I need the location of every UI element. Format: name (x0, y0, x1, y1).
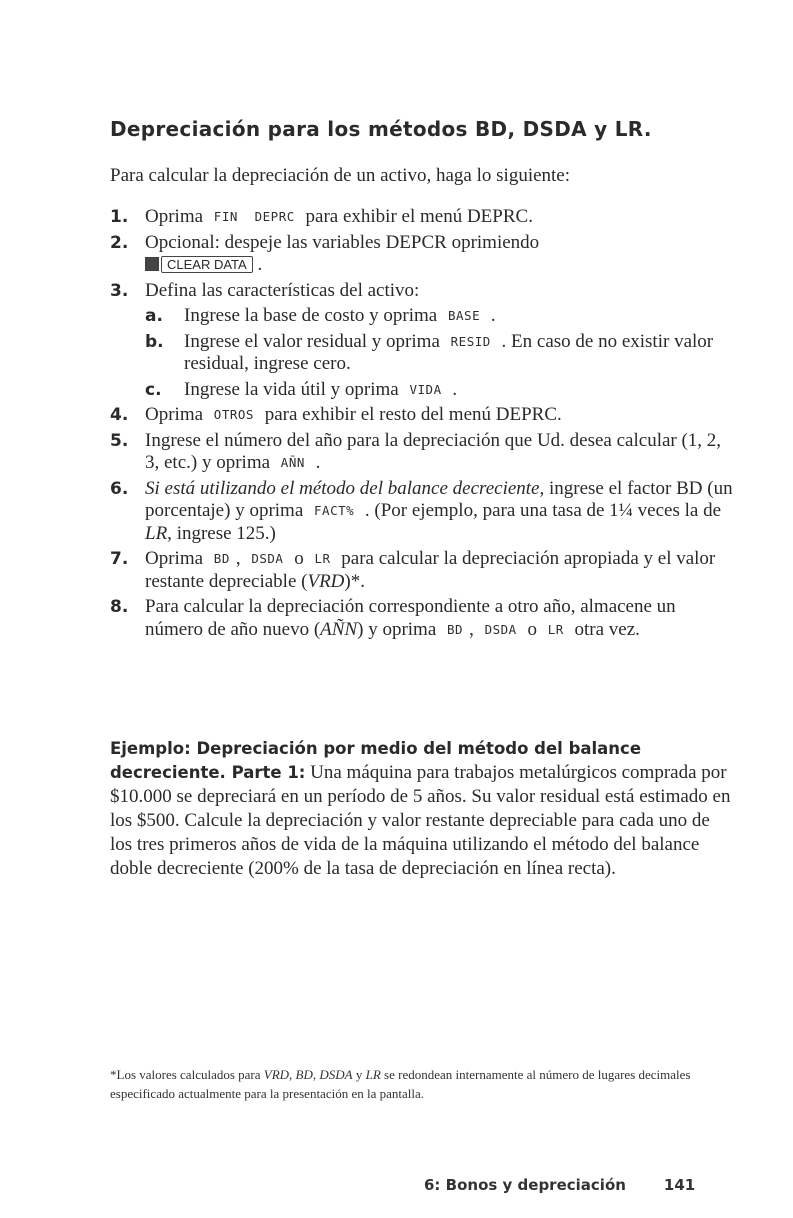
step-text: otra vez. (574, 618, 640, 640)
step-text: Oprima (145, 548, 204, 569)
step-text: )*. (344, 570, 365, 592)
bd-key: BD (447, 621, 464, 637)
step-number: 2. (110, 232, 129, 253)
separator: , (235, 548, 241, 569)
steps-list (110, 206, 735, 644)
chapter-title: 6: Bonos y depreciación (424, 1176, 626, 1194)
vida-key: VIDA (409, 381, 442, 397)
footnote-text: y (355, 1067, 363, 1082)
step-number: 4. (110, 405, 129, 425)
deprc-key: DEPRC (254, 209, 295, 224)
intro-text: Para calcular la depreciación de un activo, haga lo siguiente: (110, 165, 571, 186)
example-body: Una máquina para trabajos metalúrgicos comprada por $10.000 se depreciará en un período de 5 años. Su valor residual está estimado en los $500. Calcule la depreciación y valor restante depreciable para cada uno de los tres primeros años de vida de la máquina utilizando el método del balance doble decreciente (200% de la tasa de depreciación en línea recta). (110, 762, 731, 879)
step-number: 7. (110, 549, 129, 569)
clear-data-key: CLEAR DATA (161, 256, 253, 273)
base-key: BASE (448, 308, 481, 323)
fin-key: FIN (213, 209, 238, 224)
step-text: ingrese 125.) (176, 522, 276, 544)
page-number: 141 (663, 1176, 696, 1194)
step-number: 8. (110, 597, 129, 617)
step-text: . (257, 254, 263, 275)
ann-key: AÑN (280, 455, 305, 470)
step-number: 3. (110, 280, 129, 301)
substep-c (145, 379, 735, 402)
substep-text: Ingrese la vida útil y oprima (184, 378, 399, 400)
shift-key-icon (145, 257, 159, 271)
step-text: . (Por ejemplo, para una tasa de 1¼ veces la de (364, 500, 722, 521)
footnote-text: LR (365, 1067, 381, 1082)
substep-text: . (452, 378, 458, 400)
step-1 (110, 206, 735, 229)
step-text: ingrese el factor BD (un porcentaje) y oprima (145, 477, 733, 521)
section-title: Depreciación para los métodos BD, DSDA y LR. (110, 117, 652, 141)
step-3 (110, 280, 735, 402)
step-text: LR, (145, 522, 172, 544)
substep-letter: c. (145, 379, 162, 400)
resid-key: RESID (450, 333, 491, 349)
fact-key: FACT% (314, 503, 355, 518)
footnote-text: *Los valores calculados para (110, 1067, 261, 1082)
step-text: para exhibir el resto del menú DEPRC. (264, 404, 562, 425)
step-5 (110, 430, 735, 475)
substep-text: . (490, 305, 496, 326)
step-8 (110, 596, 735, 641)
step-6 (110, 478, 735, 546)
step-text: VRD (307, 570, 345, 592)
example-paragraph (110, 737, 732, 881)
step-number: 5. (110, 430, 129, 451)
separator: , (469, 618, 474, 640)
step-text: Si está utilizando el método del balance decreciente, (145, 477, 545, 499)
bd-key: BD (213, 551, 230, 566)
step-text: ) y oprima (357, 618, 437, 640)
step-number: 6. (110, 478, 129, 499)
step-7 (110, 548, 735, 593)
step-text: AÑN (320, 618, 358, 640)
substep-text: Ingrese la base de costo y oprima (184, 305, 438, 326)
substep-b (145, 331, 735, 376)
lr-key: LR (547, 621, 564, 637)
substep-letter: b. (145, 331, 164, 352)
footnote (110, 1065, 710, 1103)
step-text: Oprima (145, 206, 204, 227)
page-footer (424, 1176, 695, 1194)
example-heading: Ejemplo: Depreciación por medio del método del balance decreciente. Parte 1: (110, 739, 642, 782)
otros-key: OTROS (213, 407, 254, 422)
substep-text: Ingrese el valor residual y oprima (184, 330, 440, 352)
separator: o (527, 618, 537, 640)
dsda-key: DSDA (484, 621, 517, 637)
step-text: para calcular la depreciación apropiada y el valor restante depreciable ( (145, 548, 716, 592)
footnote-text: VRD, BD, DSDA (263, 1067, 353, 1082)
step-text: para exhibir el menú DEPRC. (305, 206, 533, 227)
footnote-text: se redondean internamente al número de lugares decimales especificado actualmente para la presentación en la pantalla. (110, 1067, 691, 1101)
step-text: Oprima (145, 404, 204, 425)
step-text: Para calcular la depreciación correspondiente a otro año, almacene un número de año nuevo ( (145, 596, 676, 640)
substep-a (145, 305, 735, 328)
step-number: 1. (110, 207, 129, 227)
step-text: . (315, 452, 321, 473)
step-text: Defina las características del activo: (145, 279, 420, 301)
step-text: Ingrese el número del año para la depreciación que Ud. desea calcular (1, 2, 3, etc.) y oprima (145, 429, 722, 473)
step-2 (110, 232, 735, 277)
step-text: Opcional: despeje las variables DEPCR oprimiendo (145, 231, 540, 253)
substep-text: . En caso de no existir valor residual, ingrese cero. (184, 330, 714, 374)
step-4 (110, 404, 735, 427)
lr-key: LR (314, 551, 331, 566)
dsda-key: DSDA (251, 551, 284, 566)
substep-letter: a. (145, 306, 163, 326)
separator: o (294, 548, 304, 569)
